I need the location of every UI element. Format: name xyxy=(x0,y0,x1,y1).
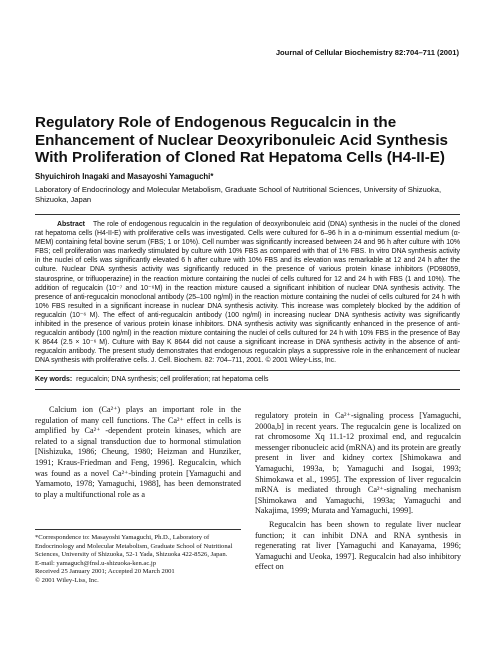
copyright-note: © 2001 Wiley-Liss, Inc. xyxy=(35,576,99,584)
footnotes xyxy=(35,534,241,586)
affiliation: Laboratory of Endocrinology and Molecular Metabolism, Graduate School of Nutritional Sciences, University of Shizuoka, Shizuoka, Japan xyxy=(35,185,442,204)
correspondence-note: *Correspondence to: Masayoshi Yamaguchi, Ph.D., Laboratory of Endocrinology and Molecular Metabolism, Graduate School of Nutritional Sciences, University of Shizuoka, 52-1 Yada, Shizuoka 422-8526, Japan. xyxy=(35,534,233,559)
keywords-label: Key words: xyxy=(35,376,73,383)
body-column-right xyxy=(255,411,461,573)
keywords xyxy=(35,376,460,383)
body-paragraph: Regucalcin has been shown to regulate liver nuclear function; it can inhibit DNA and RNA synthesis in regenerating rat liver [Yamaguchi and Kanayama, 1996; Yamaguchi and Ueoka, 1997]. Regucalcin had also inhibitory effect on xyxy=(255,519,461,572)
keywords-bottom-rule xyxy=(35,389,460,390)
body-paragraph: Calcium ion (Ca²⁺) plays an important role in the regulation of many cell functions. The Ca²⁺ effect in cells is amplified by Ca²⁺ -dependent protein kinases, which are related to a signal transduction due to hormonal stimulation [Nishizuka, 1986; Cheung, 1980; Heizman and Hunziker, 1991; Kraus-Friedman and Feng, 1996]. Regucalcin, which was found as a novel Ca²⁺-binding protein [Yamaguchi and Yamamoto, 1978; Yamaguchi, 1988], has been demonstrated to play a multifunctional role as a xyxy=(35,405,241,499)
journal-citation: Journal of Cellular Biochemistry 82:704–711 (2001) xyxy=(275,48,459,57)
keywords-text: regucalcin; DNA synthesis; cell proliferation; rat hepatoma cells xyxy=(76,376,269,383)
abstract xyxy=(35,220,460,366)
footnote-rule xyxy=(35,529,241,530)
email-note: E-mail: yamaguch@fnsl.u-shizuoka-ken.ac.jp xyxy=(35,559,157,567)
body-column-left xyxy=(35,405,241,500)
received-dates: Received 25 January 2001; Accepted 20 March 2001 xyxy=(35,568,175,576)
abstract-text: The role of endogenous regucalcin in the regulation of deoxyribonuleic acid (DNA) synthesis in the nuclei of the cloned rat hepatoma cells (H4-II-E) with proliferative cells was investigated. Cells were cultured for 6–96 h in a α-minimum essential medium (α-MEM) containing fetal bovine serum (FBS; 1 or 10%). Cell number was significantly increased between 24 and 96 h after culture with 10% FBS; cell proliferation was markedly stimulated by culture with 10% FBS as compared with that of 1% FBS. In vitro DNA synthesis activity in the nuclei of cells was significantly elevated 6 h after culture with 10% FBS and its elevation was remarkable at 12 and 24 h after the culture. Nuclear DNA synthesis activity was significantly reduced in the presence of various protein kinase inhibitors (PD98059, staurosprine, or trifluoperazine) in the reaction mixture containing the nuclei of cells cultured for 12 and 24 h with FBS (1 and 10%). The addition of regucalcin (10⁻⁷ and 10⁻⁶M) in the reaction mixture caused a significant inhibition of nuclear DNA synthesis activity. The presence of anti-regucalcin monoclonal antibody (25–100 ng/ml) in the reaction mixture containing the nuclei of cells cultured for 24 h with 10% FBS resulted in a significant increase in nuclear DNA synthesis activity. This increase was completely blocked by the addition of regucalcin (10⁻⁶ M). The effect of anti-regucalcin antibody (100 ng/ml) in increasing nuclear DNA synthesis activity was significantly inhibited in the presence of various protein kinase inhibitors. DNA synthesis activity was significantly enhanced in the presence of anti-regucalcin antibody (100 ng/ml) in the reaction mixture containing the nuclei of cells cultured for 24 h with 10% FBS in the presence of Bay K 8644 (2.5 × 10⁻⁶ M). Culture with Bay K 8644 did not cause a significant increase in DNA synthesis activity in the absence of anti-regucalcin antibody. The present study demonstrates that endogenous regucalcin plays a suppressive role in the enhancement of nuclear DNA synthesis with proliferative cells. J. Cell. Biochem. 82: 704–711, 2001. © 2001 Wiley-Liss, Inc. xyxy=(35,221,460,365)
abstract-bottom-rule xyxy=(35,370,460,371)
abstract-label: Abstract xyxy=(57,221,85,228)
author-list: Shyuichiroh Inagaki and Masayoshi Yamaguchi* xyxy=(35,172,214,181)
abstract-top-rule xyxy=(35,214,460,215)
article-title: Regulatory Role of Endogenous Regucalcin in the Enhancement of Nuclear Deoxyribonuleic Acid Synthesis With Proliferation of Cloned Rat Hepatoma Cells (H4-II-E) xyxy=(35,114,448,166)
body-paragraph: regulatory protein in Ca²⁺-signaling process [Yamaguchi, 2000a,b] in recent years. The regucalcin gene is localized on rat chromosome Xq 11.1-12 proximal end, and regucalcin messenger ribonucleic acid (mRNA) and its protein are greatly present in liver and kidney cortex [Shimokawa and Yamaguchi, 1993a, b; Yamaguchi and Isogai, 1993; Shimokawa et al., 1995]. The expression of liver regucalcin mRNA is mediated through Ca²⁺-signaling mechanism [Shimokawa and Yamaguchi, 1993a; Yamaguchi and Nakajima, 1999; Murata and Yamaguchi, 1999]. xyxy=(255,411,461,516)
